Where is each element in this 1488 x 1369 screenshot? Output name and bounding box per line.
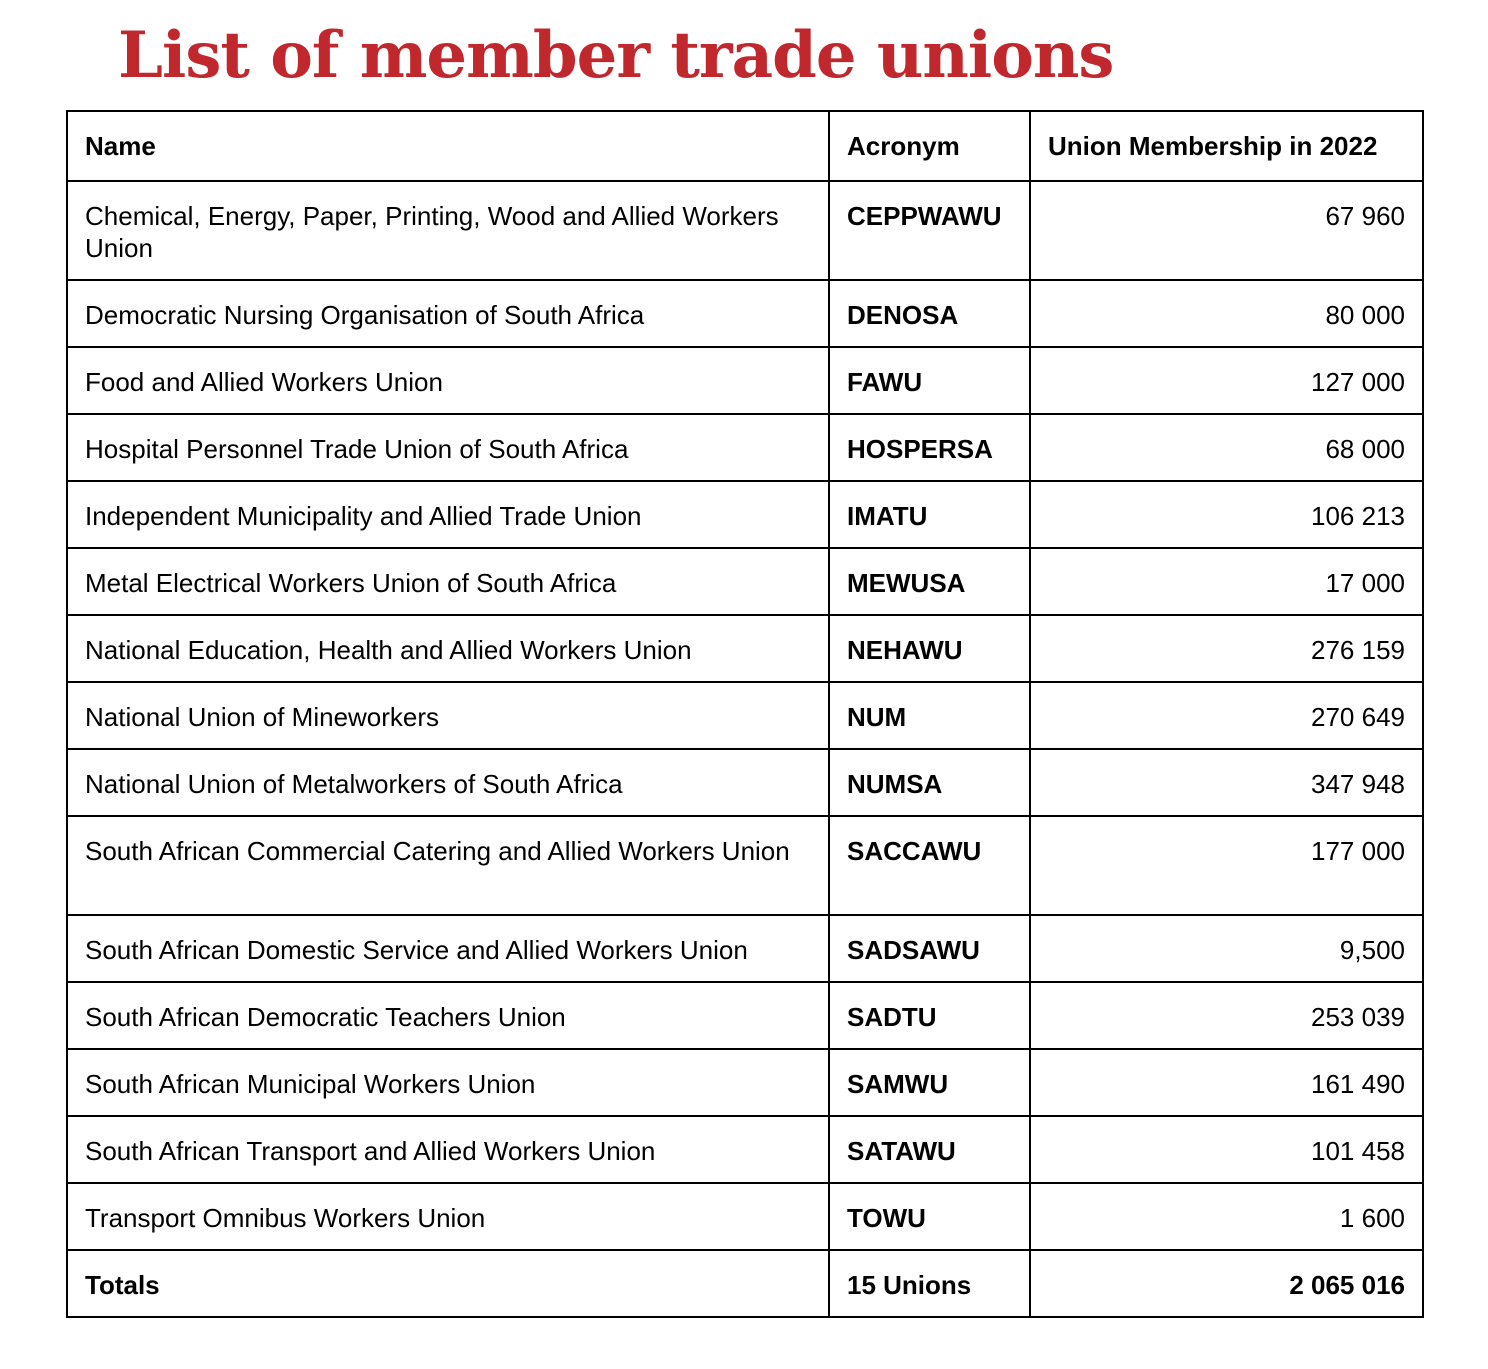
union-name: National Education, Health and Allied Workers Union: [67, 615, 829, 682]
union-membership: 9,500: [1030, 915, 1423, 982]
table-row: [67, 548, 1423, 615]
union-membership: 347 948: [1030, 749, 1423, 816]
table-row: [67, 982, 1423, 1049]
table-row: [67, 481, 1423, 548]
table-row: [67, 1116, 1423, 1183]
union-membership: 68 000: [1030, 414, 1423, 481]
union-name: Metal Electrical Workers Union of South Africa: [67, 548, 829, 615]
union-acronym: DENOSA: [829, 280, 1030, 347]
union-name: South African Democratic Teachers Union: [67, 982, 829, 1049]
union-membership: 127 000: [1030, 347, 1423, 414]
page-title: List of member trade unions: [118, 18, 1114, 93]
union-acronym: IMATU: [829, 481, 1030, 548]
union-acronym: HOSPERSA: [829, 414, 1030, 481]
table-row: [67, 615, 1423, 682]
union-membership: 106 213: [1030, 481, 1423, 548]
union-acronym: SADTU: [829, 982, 1030, 1049]
union-acronym: FAWU: [829, 347, 1030, 414]
union-membership: 67 960: [1030, 181, 1423, 280]
table-row: [67, 181, 1423, 280]
union-name: Chemical, Energy, Paper, Printing, Wood and Allied Workers Union: [67, 181, 829, 280]
table-row: [67, 347, 1423, 414]
totals-membership: 2 065 016: [1030, 1250, 1423, 1317]
union-acronym: CEPPWAWU: [829, 181, 1030, 280]
union-name: Hospital Personnel Trade Union of South Africa: [67, 414, 829, 481]
union-membership: 253 039: [1030, 982, 1423, 1049]
totals-union-count: 15 Unions: [829, 1250, 1030, 1317]
table-row: [67, 414, 1423, 481]
union-name: Democratic Nursing Organisation of South Africa: [67, 280, 829, 347]
union-name: Food and Allied Workers Union: [67, 347, 829, 414]
union-name: National Union of Mineworkers: [67, 682, 829, 749]
member-unions-table: [66, 110, 1424, 1318]
table-row: [67, 749, 1423, 816]
union-name: South African Commercial Catering and Allied Workers Union: [67, 816, 829, 915]
union-acronym: SAMWU: [829, 1049, 1030, 1116]
union-name: South African Domestic Service and Allied Workers Union: [67, 915, 829, 982]
header-membership: Union Membership in 2022: [1030, 111, 1423, 181]
table-row: [67, 816, 1423, 915]
union-name: Independent Municipality and Allied Trade Union: [67, 481, 829, 548]
union-membership: 17 000: [1030, 548, 1423, 615]
table-row: [67, 1183, 1423, 1250]
union-membership: 101 458: [1030, 1116, 1423, 1183]
union-acronym: SACCAWU: [829, 816, 1030, 915]
union-membership: 1 600: [1030, 1183, 1423, 1250]
union-acronym: NUMSA: [829, 749, 1030, 816]
union-membership: 276 159: [1030, 615, 1423, 682]
union-name: National Union of Metalworkers of South Africa: [67, 749, 829, 816]
union-name: Transport Omnibus Workers Union: [67, 1183, 829, 1250]
union-acronym: SADSAWU: [829, 915, 1030, 982]
header-name: Name: [67, 111, 829, 181]
union-acronym: TOWU: [829, 1183, 1030, 1250]
union-acronym: NEHAWU: [829, 615, 1030, 682]
union-name: South African Municipal Workers Union: [67, 1049, 829, 1116]
union-acronym: SATAWU: [829, 1116, 1030, 1183]
union-membership: 80 000: [1030, 280, 1423, 347]
union-membership: 161 490: [1030, 1049, 1423, 1116]
table-row: [67, 682, 1423, 749]
totals-row: [67, 1250, 1423, 1317]
union-name: South African Transport and Allied Workers Union: [67, 1116, 829, 1183]
table-row: [67, 1049, 1423, 1116]
totals-label: Totals: [67, 1250, 829, 1317]
union-membership: 270 649: [1030, 682, 1423, 749]
table-row: [67, 280, 1423, 347]
table-row: [67, 915, 1423, 982]
union-acronym: MEWUSA: [829, 548, 1030, 615]
table-header-row: [67, 111, 1423, 181]
union-membership: 177 000: [1030, 816, 1423, 915]
union-acronym: NUM: [829, 682, 1030, 749]
header-acronym: Acronym: [829, 111, 1030, 181]
